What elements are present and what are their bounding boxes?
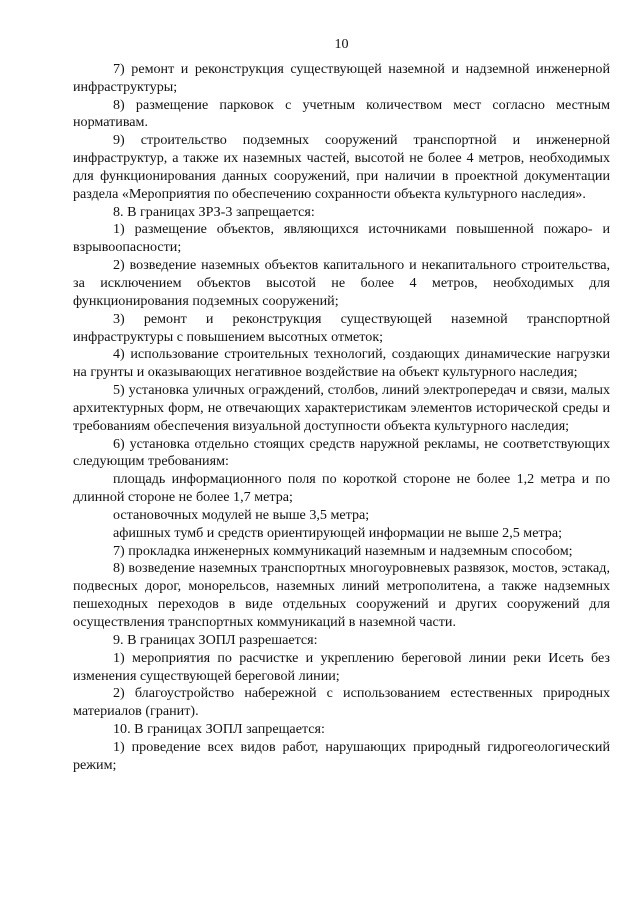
paragraph-zrz3-item-3: 3) ремонт и реконструкция существующей наземной транспортной инфраструктуры с повышением высотных отметок; [73,310,610,345]
paragraph-zrz3-item-4: 4) использование строительных технологий, создающих динамические нагрузки на грунты и оказывающих негативное воздействие на объект культурного наследия; [73,346,610,381]
paragraph-zrz3-item-2: 2) возведение наземных объектов капитального и некапитального строительства, за исключением объектов высотой не более 4 метров, необходимых для функционирования подземных сооружений; [73,257,610,309]
paragraph-zrz3-item-1: 1) размещение объектов, являющихся источниками повышенной пожаро- и взрывоопасности; [73,221,610,256]
paragraph-zrz3-item-8: 8) возведение наземных транспортных многоуровневых развязок, мостов, эстакад, подвесных дорог, монорельсов, наземных линий метрополитена, а также надземных пешеходных переходов в виде отдельных сооружений и других сооружений для осуществления транспортных коммуникаций в наземной части. [73,560,610,630]
paragraph-zrz3-item-7: 7) прокладка инженерных коммуникаций наземным и надземным способом; [113,542,573,559]
paragraph-item-7-repair: 7) ремонт и реконструкция существующей наземной и надземной инженерной инфраструктуры; [73,60,610,95]
section-heading-9: 9. В границах ЗОПЛ разрешается: [113,631,318,648]
paragraph-requirement-area: площадь информационного поля по короткой стороне не более 1,2 метра и по длинной стороне не более 1,7 метра; [73,471,610,506]
paragraph-zrz3-item-5: 5) установка уличных ограждений, столбов, линий электропередач и связи, малых архитектурных форм, не отвечающих характеристикам элементов исторической среды и требованиям обеспечения визуальной доступности объекта культурного наследия; [73,382,610,434]
paragraph-zrz3-item-6: 6) установка отдельно стоящих средств наружной рекламы, не соответствующих следующим требованиям: [73,435,610,470]
section-heading-10: 10. В границах ЗОПЛ запрещается: [113,721,325,738]
paragraph-item-8-parking: 8) размещение парковок с учетным количеством мест согласно местным нормативам. [73,96,610,131]
paragraph-zopl-forbidden-1: 1) проведение всех видов работ, нарушающих природный гидрогеологический режим; [73,738,610,773]
paragraph-zopl-allowed-1: 1) мероприятия по расчистке и укреплению береговой линии реки Исеть без изменения существующей береговой линии; [73,649,610,684]
paragraph-requirement-stops: остановочных модулей не выше 3,5 метра; [113,506,370,523]
paragraph-item-9-underground: 9) строительство подземных сооружений транспортной и инженерной инфраструктур, а также их наземных частей, высотой не более 4 метров, необходимых для функционирования данных сооружений, при наличии в проектной документации раздела «Мероприятия по обеспечению сохранности объекта культурного наследия». [73,132,610,202]
section-heading-8: 8. В границах ЗРЗ-3 запрещается: [113,203,315,220]
paragraph-requirement-posters: афишных тумб и средств ориентирующей информации не выше 2,5 метра; [113,524,563,541]
page-number: 10 [334,36,349,52]
paragraph-zopl-allowed-2: 2) благоустройство набережной с использованием естественных природных материалов (гранит). [73,685,610,720]
